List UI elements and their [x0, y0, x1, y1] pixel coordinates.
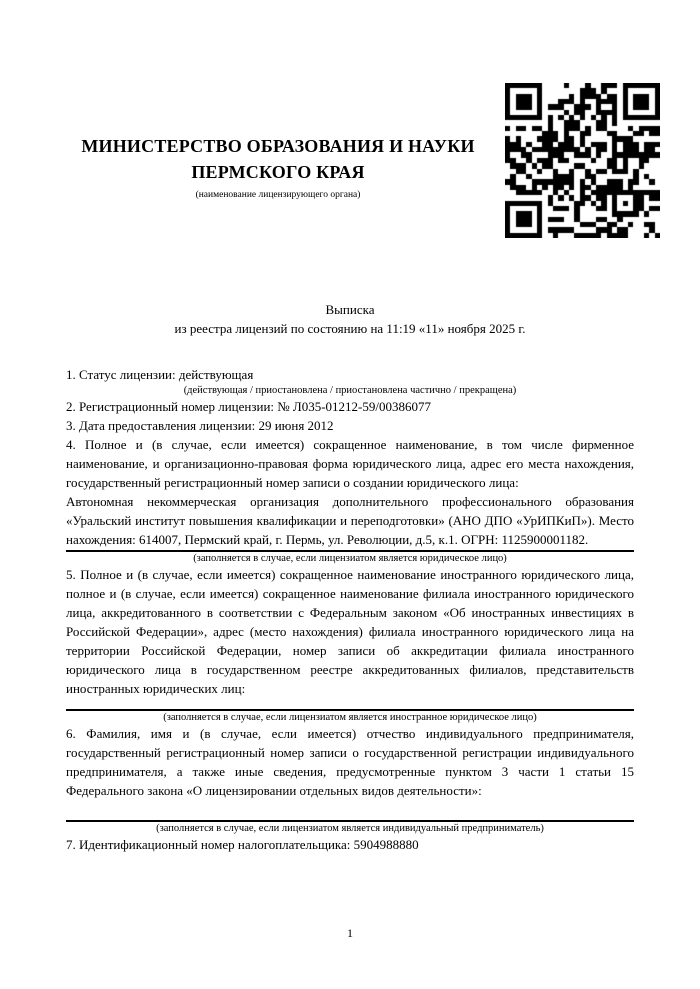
document-subtitle: из реестра лицензий по состоянию на 11:19 «11» ноября 2025 г.: [174, 321, 526, 336]
foreign-entity-label: 5. Полное и (в случае, если имеется) сокращенное наименование иностранного юридического лица, полное и (в случае, если имеется) сокращенное наименование филиала иностранного юридического лица, аккредитованного в соответствии с Федеральным законом «Об иностранных инвестициях в Российской Федерации», адрес (место нахождения) филиала иностранного юридического лица на территории Российской Федерации, номер записи об аккредитации филиала иностранного юридического лица в государственном реестре аккредитованных филиалов, представительств иностранных юридических лиц:: [66, 567, 634, 696]
document-body: [66, 365, 634, 854]
licensing-authority-caption: (наименование лицензирующего органа): [195, 190, 361, 200]
legal-entity-label: 4. Полное и (в случае, если имеется) сокращенное наименование, в том числе фирменное наименование, и организационно-правовая форма юридического лица, адрес его места нахождения, государственный регистрационный номер записи о создании юридического лица:: [66, 437, 634, 490]
license-grant-date-item: 3. Дата предоставления лицензии: 29 июня 2012: [66, 418, 334, 433]
legal-entity-note: (заполняется в случае, если лицензиатом является юридическое лицо): [193, 553, 507, 564]
taxpayer-number-item: 7. Идентификационный номер налогоплательщика: 5904988880: [66, 837, 419, 852]
individual-entrepreneur-note: (заполняется в случае, если лицензиатом является индивидуальный предприниматель): [156, 823, 544, 834]
document-title-block: [0, 300, 700, 338]
licensing-authority-header: [18, 133, 538, 201]
legal-entity-value: Автономная некоммерческая организация дополнительного профессионального образования «Уральский институт повышения квалификации и переподготовки» (АНО ДПО «УрИПКиП»). Место нахождения: 614007, Пермский край, г. Пермь, ул. Революции, д.5, к.1. ОГРН: 1125900001182.: [66, 494, 634, 547]
page-number: 1: [347, 926, 353, 940]
ministry-name-line2: ПЕРМСКОГО КРАЯ: [191, 162, 365, 182]
license-status-options-note: (действующая / приостановлена / приостановлена частично / прекращена): [183, 385, 517, 396]
foreign-entity-note: (заполняется в случае, если лицензиатом является иностранное юридическое лицо): [163, 712, 537, 723]
ministry-name-line1: МИНИСТЕРСТВО ОБРАЗОВАНИЯ И НАУКИ: [81, 136, 475, 156]
license-status-item: 1. Статус лицензии: действующая: [66, 367, 254, 382]
individual-entrepreneur-label: 6. Фамилия, имя и (в случае, если имеется) отчество индивидуального предпринимателя, государственный регистрационный номер записи о государственной регистрации индивидуального предпринимателя, а также иные сведения, предусмотренные пунктом 3 части 1 статьи 15 Федерального закона «О лицензировании отдельных видов деятельности»:: [66, 726, 634, 798]
registration-number-item: 2. Регистрационный номер лицензии: № Л035-01212-59/00386077: [66, 399, 432, 414]
document-title: Выписка: [325, 302, 375, 317]
